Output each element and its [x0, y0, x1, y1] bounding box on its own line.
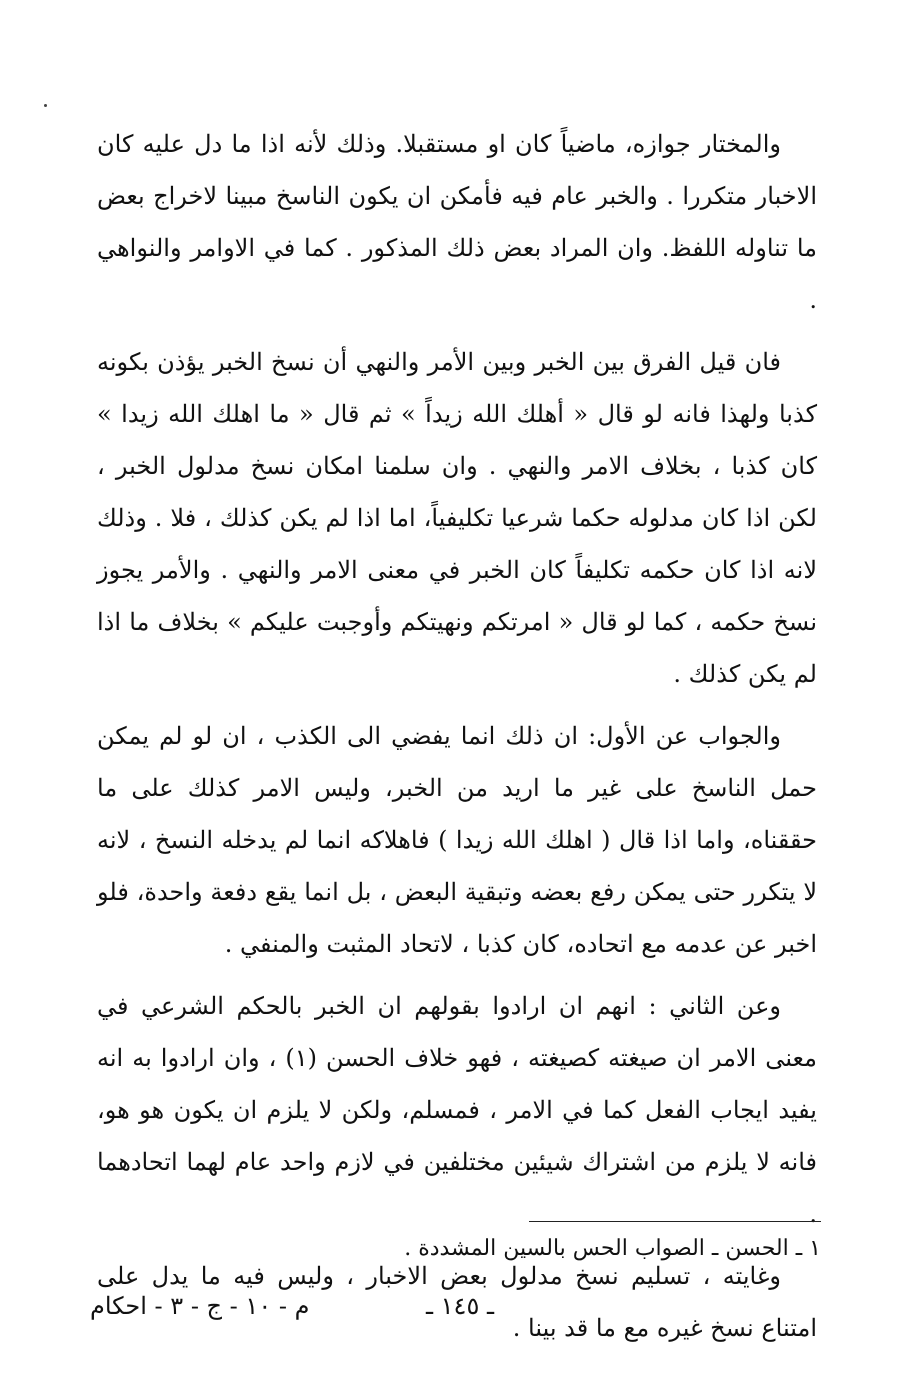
paragraph-3: والجواب عن الأول: ان ذلك انما يفضي الى الكذب ، ان لو لم يمكن حمل الناسخ على غير ما اريد من الخبر، وليس الامر كذلك على ما حققناه، واما اذا قال ( اهلك الله زيدا ) فاهلاكه انما لم يدخله النسخ ، لانه لا يتكرر حتى يمكن رفع بعضه وتبقية البعض ، بل انما يقع دفعة واحدة، فلو اخبر عن عدمه مع اتحاده، كان كذبا ، لاتحاد المثبت والمنفي . [97, 722, 817, 958]
paragraph-1: والمختار جوازه، ماضياً كان او مستقبلا. وذلك لأنه اذا ما دل عليه كان الاخبار متكررا . والخبر عام فيه فأمكن ان يكون الناسخ مبينا لاخراج بعض ما تناوله اللفظ. وان المراد بعض ذلك المذكور . كما في الاوامر والنواهي . [97, 130, 817, 314]
page-number: ـ ١٤٥ ـ [425, 1292, 494, 1320]
printer-signature: م - ١٠ - ج - ٣ - احكام [90, 1292, 310, 1320]
paragraph-2: فان قيل الفرق بين الخبر وبين الأمر والنهي أن نسخ الخبر يؤذن بكونه كذبا ولهذا فانه لو قال « أهلك الله زيداً » ثم قال « ما اهلك الله زيدا » كان كذبا ، بخلاف الامر والنهي . وان سلمنا امكان نسخ مدلول الخبر ، لكن اذا كان مدلوله حكما شرعيا تكليفياً، اما اذا لم يكن كذلك ، فلا . وذلك لانه اذا كان حكمه تكليفاً كان الخبر في معنى الامر والنهي . والأمر يجوز نسخ حكمه ، كما لو قال « امرتكم ونهيتكم وأوجبت عليكم » بخلاف ما اذا لم يكن كذلك . [97, 348, 818, 688]
paragraph-5: وغايته ، تسليم نسخ مدلول بعض الاخبار ، وليس فيه ما يدل على امتناع نسخ غيره مع ما قد بينا . [97, 1262, 817, 1342]
paragraph-4: وعن الثاني : انهم ان ارادوا بقولهم ان الخبر بالحكم الشرعي في معنى الامر ان صيغته كصيغته ، فهو خلاف الحسن (١) ، وان ارادوا به انه يفيد ايجاب الفعل كما في الامر ، فمسلم، ولكن لا يلزم ان يكون هو هو، فانه لا يلزم من اشتراك شيئين مختلفين في لازم واحد عام لهما اتحادهما . [97, 992, 817, 1228]
main-text [97, 118, 817, 1364]
footnote-divider [529, 1221, 821, 1222]
footnote: ١ ـ الحسن ـ الصواب الحس بالسين المشددة . [404, 1236, 821, 1261]
scan-speck [44, 104, 47, 107]
